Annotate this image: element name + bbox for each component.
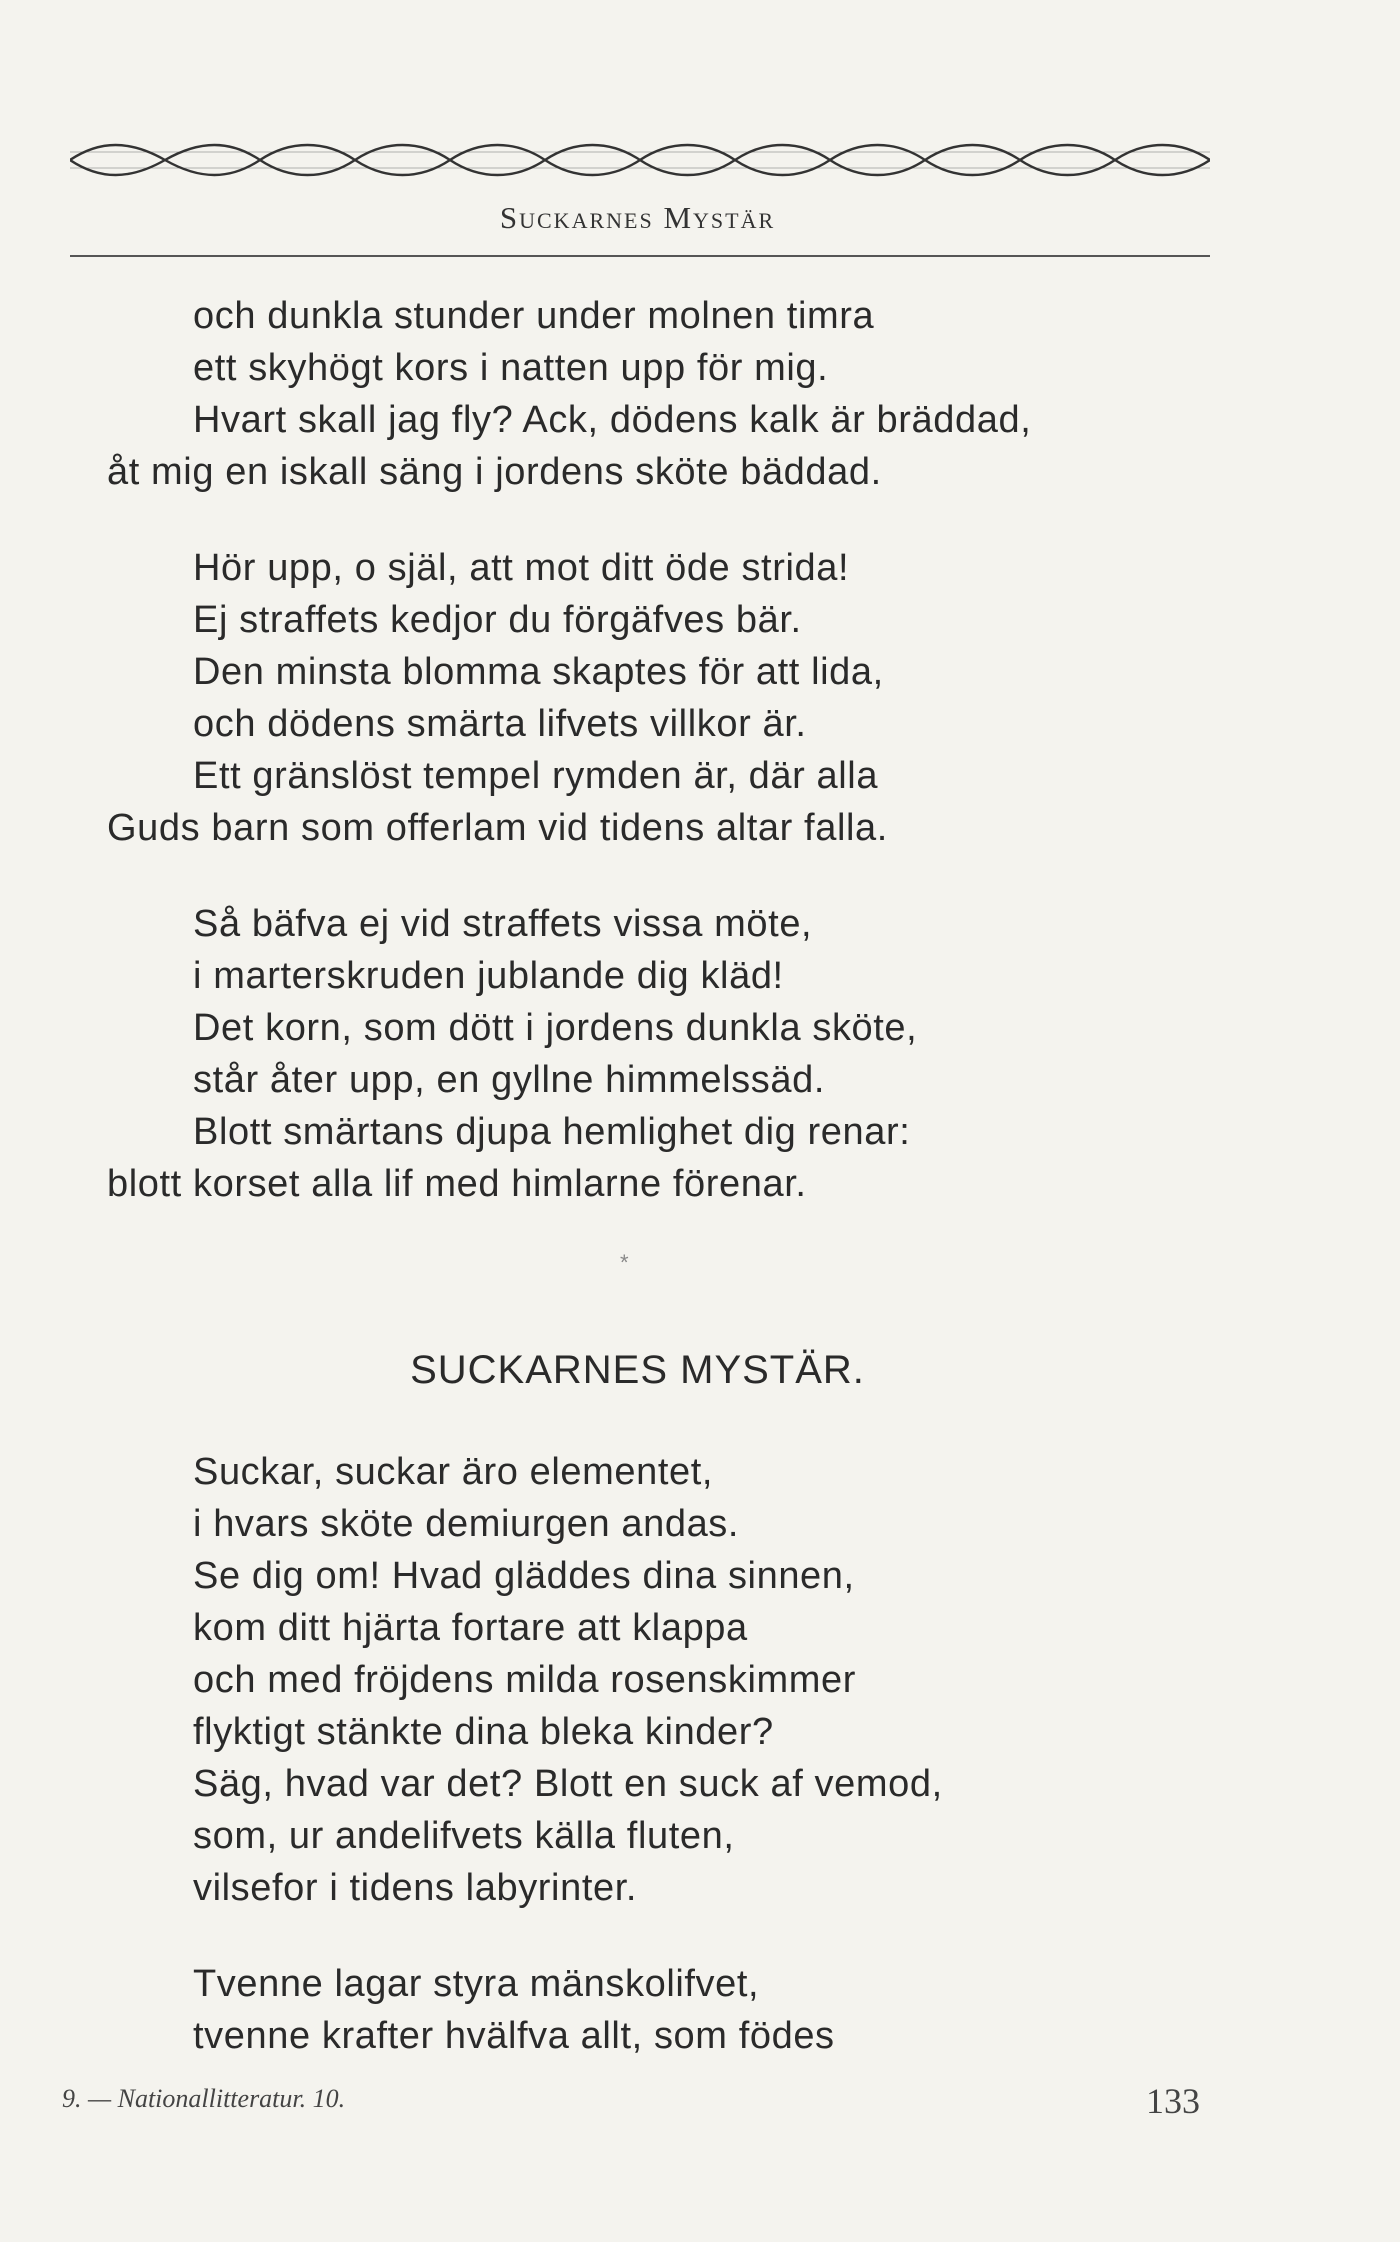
- verse-line: blott korset alla lif med himlarne förenar.: [107, 1163, 807, 1205]
- verse-line: står åter upp, en gyllne himmelssäd.: [193, 1059, 826, 1101]
- verse-line: och dödens smärta lifvets villkor är.: [193, 703, 807, 745]
- poem-body: [0, 1446, 1300, 2062]
- verse-line: Hör upp, o själ, att mot ditt öde strida!: [193, 547, 850, 589]
- verse-line: Det korn, som dött i jordens dunkla sköte,: [193, 1007, 918, 1049]
- page-number: 133: [1146, 2081, 1200, 2121]
- verse-line: Blott smärtans djupa hemlighet dig renar:: [193, 1111, 911, 1153]
- verse-line: åt mig en iskall säng i jordens sköte bäddad.: [107, 451, 882, 493]
- verse-line: Den minsta blomma skaptes för att lida,: [193, 651, 884, 693]
- running-title: Suckarnes Mystär: [499, 200, 776, 235]
- verse-line: i hvars sköte demiurgen andas.: [193, 1503, 740, 1545]
- verse-line: Se dig om! Hvad gläddes dina sinnen,: [193, 1555, 855, 1597]
- verse-line: vilsefor i tidens labyrinter.: [193, 1867, 638, 1909]
- braided-band-ornament-icon: [70, 138, 1210, 182]
- verse-line: Ej straffets kedjor du förgäfves bär.: [193, 599, 802, 641]
- signature-mark: 9. — Nationallitteratur. 10.: [62, 2084, 346, 2113]
- verse-line: Ett gränslöst tempel rymden är, där alla: [193, 755, 879, 797]
- verse-line: flyktigt stänkte dina bleka kinder?: [193, 1711, 774, 1753]
- verse-line: och med fröjdens milda rosenskimmer: [193, 1659, 857, 1701]
- verse-line: och dunkla stunder under molnen timra: [193, 295, 875, 337]
- verse-line: Tvenne lagar styra mänskolifvet,: [193, 1963, 760, 2005]
- verse-line: Så bäfva ej vid straffets vissa möte,: [193, 903, 813, 945]
- verse-line: tvenne krafter hvälfva allt, som födes: [193, 2015, 835, 2057]
- verse-line: Hvart skall jag fly? Ack, dödens kalk är bräddad,: [193, 399, 1032, 441]
- verse-line: Säg, hvad var det? Blott en suck af vemod,: [193, 1763, 943, 1805]
- verse-line: ett skyhögt kors i natten upp för mig.: [193, 347, 829, 389]
- header-rule: [70, 255, 1210, 257]
- poem-title: SUCKARNES MYSTÄR.: [410, 1348, 865, 1392]
- section-separator: *: [620, 1250, 629, 1275]
- verse-line: Suckar, suckar äro elementet,: [193, 1451, 714, 1493]
- verse-line: kom ditt hjärta fortare att klappa: [193, 1607, 748, 1649]
- poem-continuation: [0, 290, 1300, 1210]
- verse-line: i marterskruden jublande dig kläd!: [193, 955, 784, 997]
- page-footer: [0, 2080, 1400, 2120]
- verse-line: som, ur andelifvets källa fluten,: [193, 1815, 735, 1857]
- verse-line: Guds barn som offerlam vid tidens altar falla.: [107, 807, 888, 849]
